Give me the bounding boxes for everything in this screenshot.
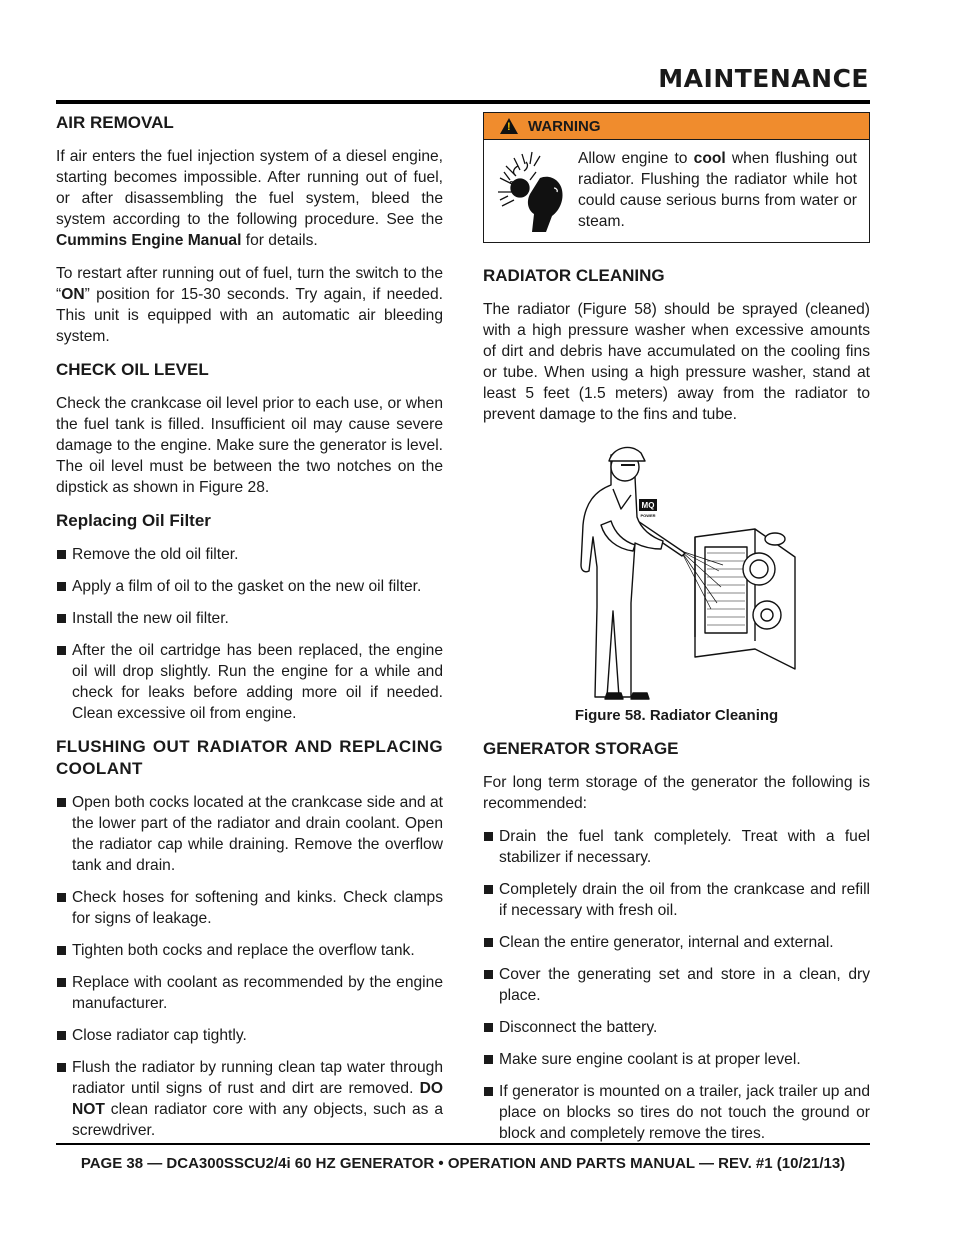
list-item: Tighten both cocks and replace the overflow tank. <box>56 940 443 961</box>
list-item: Completely drain the oil from the crankcase and refill if necessary with fresh oil. <box>483 879 870 921</box>
radiator-cleaning-heading: RADIATOR CLEANING <box>483 266 665 285</box>
warning-triangle-icon: ! <box>500 118 518 134</box>
list-item: If generator is mounted on a trailer, jack trailer up and place on blocks so tires do not touch the ground or block and completely remove the tires. <box>483 1081 870 1144</box>
figure-58 <box>483 437 870 724</box>
warning-box <box>483 112 870 243</box>
header-rule <box>56 100 870 104</box>
page-section-title: MAINTENANCE <box>658 64 869 93</box>
radiator-cleaning-paragraph: The radiator (Figure 58) should be sprayed (cleaned) with a high pressure washer when excessive amounts of dirt and debris have accumulated on the cooling fins or tube. When using a high pressure washer, stand at least 5 feet (1.5 meters) away from the radiator to prevent damage to the fins and tube. <box>483 301 870 423</box>
air-removal-heading: AIR REMOVAL <box>56 113 174 132</box>
footer-rule <box>56 1143 870 1145</box>
list-item: Cover the generating set and store in a clean, dry place. <box>483 964 870 1006</box>
list-item: Flush the radiator by running clean tap water through radiator until signs of rust and dirt are removed. DO NOT clean radiator core with any objects, such as a screwdriver. <box>56 1057 443 1141</box>
generator-storage-list <box>483 826 870 1144</box>
list-item: Check hoses for softening and kinks. Check clamps for signs of leakage. <box>56 887 443 929</box>
logo-text: MQ <box>641 501 654 510</box>
list-item: Apply a film of oil to the gasket on the new oil filter. <box>56 576 443 597</box>
oil-filter-list <box>56 544 443 724</box>
cummins-manual-ref: Cummins Engine Manual <box>56 232 242 249</box>
list-item: Make sure engine coolant is at proper level. <box>483 1049 870 1070</box>
list-item: Remove the old oil filter. <box>56 544 443 565</box>
check-oil-section <box>56 359 443 498</box>
air-removal-paragraph-2: To restart after running out of fuel, turn the switch to the “ON” position for 15-30 seconds. Try again, if needed. This unit is equipped with an automatic air bleeding system. <box>56 265 443 345</box>
check-oil-paragraph: Check the crankcase oil level prior to each use, or when the fuel tank is filled. Insufficient oil may cause severe damage to the engine. Make sure the generator is level. The oil level must be between the two notches on the dipstick as shown in Figure 28. <box>56 395 443 496</box>
air-removal-paragraph-1: If air enters the fuel injection system of a diesel engine, starting becomes impossible. After running out of fuel, or after disassembling the fuel system, bleed the system according to the following procedure. See the Cummins Engine Manual for details. <box>56 148 443 249</box>
list-item: After the oil cartridge has been replaced, the engine oil will drop slightly. Run the engine for a while and check for leaks before adding more oil if needed. Clean excessive oil from engine. <box>56 640 443 724</box>
left-column <box>56 112 443 1153</box>
flushing-list <box>56 792 443 1141</box>
figure-caption: Figure 58. Radiator Cleaning <box>574 707 779 724</box>
right-column <box>483 112 870 1156</box>
list-item: Close radiator cap tightly. <box>56 1025 443 1046</box>
list-item: Replace with coolant as recommended by the engine manufacturer. <box>56 972 443 1014</box>
radiator-cleaning-section <box>483 265 870 425</box>
list-item: Clean the entire generator, internal and external. <box>483 932 870 953</box>
list-item: Open both cocks located at the crankcase side and at the lower part of the radiator and drain coolant. Open the radiator cap while draining. Remove the overflow tank and drain. <box>56 792 443 876</box>
flushing-heading: FLUSHING OUT RADIATOR AND REPLACING COOLANT <box>56 737 443 778</box>
list-item: Install the new oil filter. <box>56 608 443 629</box>
oil-filter-heading: Replacing Oil Filter <box>56 511 211 530</box>
page-footer: PAGE 38 — DCA300SSCU2/4i 60 HZ GENERATOR • OPERATION AND PARTS MANUAL — REV. #1 (10/21/13) <box>80 1155 846 1172</box>
oil-filter-section <box>56 510 443 724</box>
generator-storage-heading: GENERATOR STORAGE <box>483 739 679 758</box>
warning-label: WARNING <box>528 117 601 135</box>
generator-storage-intro: For long term storage of the generator the following is recommended: <box>483 774 870 812</box>
generator-storage-section <box>483 738 870 1144</box>
list-item: Disconnect the battery. <box>483 1017 870 1038</box>
warning-text: Allow engine to cool when flushing out radiator. Flushing the radiator while hot could cause serious burns from water or steam. <box>578 150 858 230</box>
list-item: Drain the fuel tank completely. Treat with a fuel stabilizer if necessary. <box>483 826 870 868</box>
check-oil-heading: CHECK OIL LEVEL <box>56 360 209 379</box>
steam-burn-hazard-icon <box>492 148 572 236</box>
flushing-section <box>56 736 443 1141</box>
logo-subtext: POWER <box>639 513 656 518</box>
radiator-cleaning-illustration <box>547 437 807 703</box>
warning-bar <box>484 113 869 140</box>
do-not-warning-text: DO NOT <box>72 1080 443 1118</box>
warning-body <box>484 140 869 242</box>
air-removal-section <box>56 112 443 347</box>
